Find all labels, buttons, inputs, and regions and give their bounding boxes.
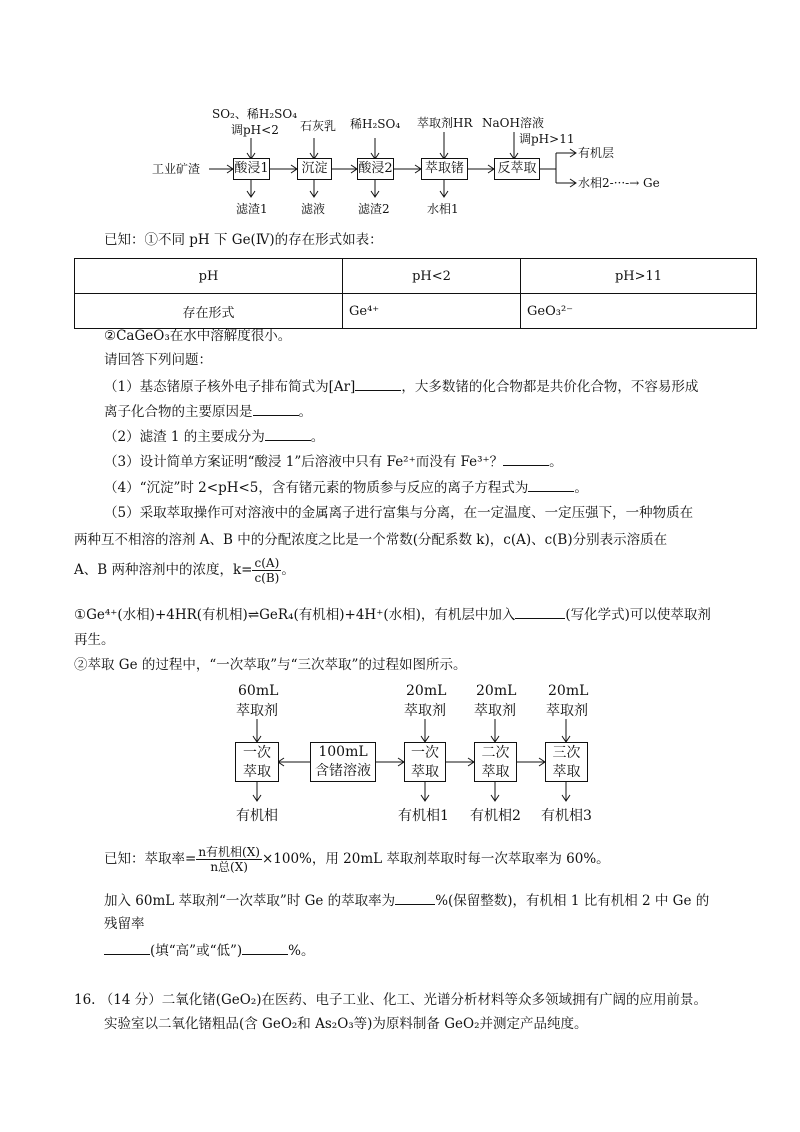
box-second-extraction: 二次萃取 — [474, 742, 517, 782]
r1-extractant: 萃取剂 — [404, 703, 446, 719]
step-acid-leach-2: 酸浸2 — [357, 158, 394, 180]
table-cell: GeO₃²⁻ — [521, 294, 757, 329]
question-1-text-b: ，大多数锗的化合物都是共价化合物，不容易形成 — [401, 379, 699, 395]
reagent-extractant-hr: 萃取剂HR — [417, 116, 473, 130]
reagent-ph-lt2: 调pH<2 — [231, 123, 279, 137]
question-2-text: （2）滤渣 1 的主要成分为 — [104, 429, 265, 445]
output-aqueous-2: 水相2-···-→ Ge — [578, 176, 660, 190]
question-16-line-1: 16. （14 分）二氧化锗(GeO₂)在医药、电子工业、化工、光谱分析材料等众多领域拥有广阔的应用前景。 — [74, 992, 708, 1008]
question-16-line-2: 实验室以二氧化锗粗品(含 GeO₂和 As₂O₃等)为原料制备 GeO₂并测定产品纯度。 — [104, 1016, 588, 1032]
question-5-3-text-d: (填“高”或“低”) — [150, 943, 243, 959]
question-5-line-1: （5）采取萃取操作可对溶液中的金属离子进行富集与分离，在一定温度、一定压强下，一种物质在 — [104, 505, 694, 521]
known-3-text-b: ×100%，用 20mL 萃取剂萃取时每一次萃取率为 60%。 — [261, 851, 610, 867]
step-extract-ge: 萃取锗 — [421, 158, 468, 180]
table-cell: pH — [75, 259, 343, 294]
output-organic-2: 有机相2 — [470, 808, 521, 824]
r2-volume: 20mL — [476, 683, 517, 699]
r3-extractant: 萃取剂 — [546, 703, 588, 719]
output-organic-layer: 有机层 — [578, 146, 615, 160]
table-cell: pH<2 — [343, 259, 521, 294]
punctuation: 。 — [574, 480, 588, 496]
output-residue-1: 滤渣1 — [236, 202, 268, 216]
reagent-naoh: NaOH溶液 — [482, 116, 544, 130]
output-organic: 有机相 — [236, 808, 278, 824]
known-2: ②CaGeO₃在水中溶解度很小。 — [104, 328, 292, 344]
punctuation: 。 — [549, 454, 563, 470]
question-1-text-c: 离子化合物的主要原因是 — [104, 404, 253, 420]
prompt-text: 请回答下列问题： — [104, 352, 212, 368]
box-single-extraction: 一次萃取 — [235, 742, 279, 782]
start-material: 工业矿渣 — [152, 162, 201, 176]
table-cell: 存在形式 — [75, 294, 343, 329]
reagent-so2-h2so4: SO₂、稀H₂SO₄ — [212, 107, 298, 121]
known-3 — [104, 845, 610, 874]
rate-numerator: n有机相(X) — [198, 845, 260, 859]
box-ge-solution — [310, 742, 376, 782]
question-5-3-text-e: %。 — [288, 943, 315, 959]
r3-volume: 20mL — [548, 683, 589, 699]
reagent-lime: 石灰乳 — [300, 119, 337, 133]
left-extractant: 萃取剂 — [236, 703, 278, 719]
question-5-1-text-a: ①Ge⁴⁺(水相)+4HR(有机相)⇌GeR₄(有机相)+4H⁺(水相)，有机层中加入 — [74, 607, 516, 623]
step-precipitate: 沉淀 — [297, 158, 332, 180]
output-filtrate: 滤液 — [301, 202, 326, 216]
step-acid-leach-1: 酸浸1 — [233, 158, 270, 180]
r2-extractant: 萃取剂 — [474, 703, 516, 719]
punctuation: 。 — [310, 429, 325, 445]
r1-volume: 20mL — [406, 683, 447, 699]
output-organic-3: 有机相3 — [541, 808, 592, 824]
question-5-2: ②萃取 Ge 的过程中，“一次萃取”与“三次萃取”的过程如图所示。 — [74, 657, 467, 673]
k-denominator: c(B) — [254, 571, 280, 585]
rate-denominator: n总(X) — [210, 860, 248, 874]
step-back-extract: 反萃取 — [494, 158, 540, 180]
question-5-line-2: 两种互不相溶的溶剂 A、B 中的分配浓度之比是一个常数(分配系数 k)，c(A)、c(B)分别表示溶质在 — [74, 532, 668, 548]
answer-blank[interactable] — [104, 940, 150, 955]
question-5-3-line-1 — [104, 890, 709, 911]
box-third-extraction: 三次萃取 — [545, 742, 588, 782]
output-organic-1: 有机相1 — [398, 808, 449, 824]
known-1: 已知：①不同 pH 下 Ge(Ⅳ)的存在形式如表： — [104, 232, 383, 248]
question-3-text: （3）设计简单方案证明“酸浸 1”后溶液中只有 Fe²⁺而没有 Fe³⁺？ — [104, 454, 504, 470]
ge-solution-volume: 100mL — [318, 744, 368, 760]
question-5-3-text-b: %(保留整数)，有机相 1 比有机相 2 中 Ge 的 — [435, 893, 710, 909]
table-cell: pH>11 — [521, 259, 757, 294]
question-4-text: （4）“沉淀”时 2<pH<5，含有锗元素的物质参与反应的离子方程式为 — [104, 480, 529, 496]
question-5-3-text-a: 加入 60mL 萃取剂“一次萃取”时 Ge 的萃取率为 — [104, 893, 396, 909]
answer-blank[interactable] — [395, 890, 435, 905]
ge-solution-label: 含锗溶液 — [315, 763, 371, 779]
question-5-1-text-b: (写化学式)可以使萃取剂 — [565, 607, 711, 623]
question-5-3-line-3 — [104, 940, 314, 961]
question-5-3-line-2: 残留率 — [104, 916, 145, 932]
question-5-1-line-2: 再生。 — [74, 632, 115, 648]
table-cell: Ge⁴⁺ — [343, 294, 521, 329]
answer-blank[interactable] — [242, 940, 288, 955]
left-volume: 60mL — [238, 683, 279, 699]
rate-fraction — [196, 845, 262, 874]
output-residue-2: 滤渣2 — [358, 202, 390, 216]
known-3-text-a: 已知：萃取率= — [104, 851, 197, 867]
output-aqueous-1: 水相1 — [427, 202, 459, 216]
question-5-text-c: A、B 两种溶剂中的浓度，k= — [74, 562, 253, 578]
punctuation: 。 — [281, 562, 295, 578]
k-numerator: c(A) — [252, 556, 281, 571]
reagent-dilute-h2so4: 稀H₂SO₄ — [350, 117, 401, 131]
question-1-text-a: （1）基态锗原子核外电子排布简式为[Ar] — [104, 379, 356, 395]
reagent-ph-gt11: 调pH>11 — [519, 132, 575, 146]
box-first-extraction: 一次萃取 — [404, 742, 446, 782]
punctuation: 。 — [298, 404, 312, 420]
